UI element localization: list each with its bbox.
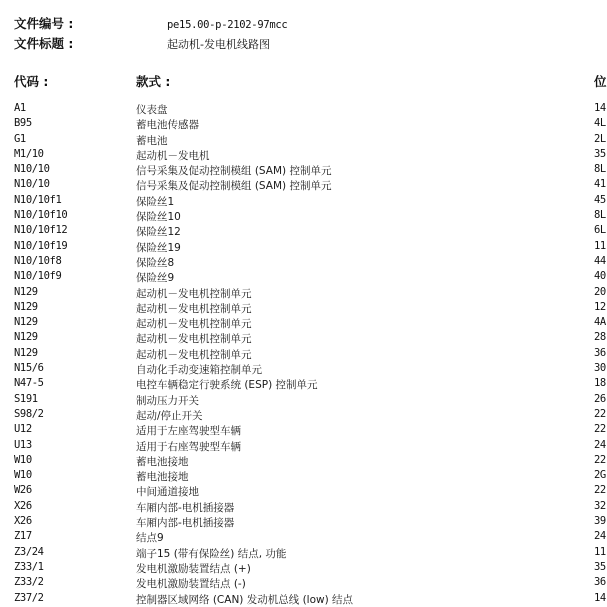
component-description: 蓄电池传感器 <box>136 119 199 132</box>
table-row <box>0 576 605 591</box>
table-row <box>0 561 605 576</box>
table-row <box>0 408 605 423</box>
table-row <box>0 163 605 178</box>
component-position: 22 <box>594 484 606 497</box>
component-description: 车厢内部-电机插接器 <box>136 501 235 514</box>
component-position: 32 <box>594 499 606 512</box>
component-description: 信号采集及促动控制模组 (SAM) 控制单元 <box>136 180 332 193</box>
component-description: 电控车辆稳定行驶系统 (ESP) 控制单元 <box>136 379 318 392</box>
table-row <box>0 469 605 484</box>
component-position: 26 <box>594 392 606 405</box>
component-description: 起动机－发电机控制单元 <box>136 318 252 331</box>
table-row <box>0 133 605 148</box>
component-code: G1 <box>14 132 26 145</box>
component-position: 4A <box>594 316 606 329</box>
component-description: 起动机－发电机 <box>136 149 210 162</box>
doc-number-row <box>14 14 287 32</box>
component-position: 24 <box>594 530 606 543</box>
component-code: N10/10 <box>14 163 50 176</box>
component-code: N10/10 <box>14 178 50 191</box>
component-code: U13 <box>14 438 32 451</box>
component-position: 2G <box>594 469 606 482</box>
component-description: 控制器区域网络 (CAN) 发动机总线 (low) 结点 <box>136 593 354 606</box>
component-description: 起动机－发电机控制单元 <box>136 287 252 300</box>
table-row <box>0 286 605 301</box>
table-row <box>0 224 605 239</box>
column-header-position: 位 <box>594 74 607 89</box>
component-description: 保险丝19 <box>136 241 181 254</box>
component-code: Z37/2 <box>14 591 44 604</box>
component-position: 18 <box>594 377 606 390</box>
component-description: 仪表盘 <box>136 104 168 116</box>
component-code: N10/10f8 <box>14 254 62 267</box>
table-row <box>0 117 605 132</box>
component-code: S191 <box>14 392 38 405</box>
table-row <box>0 423 605 438</box>
table-row <box>0 347 605 362</box>
component-code: Z17 <box>14 530 32 543</box>
component-position: 39 <box>594 515 606 528</box>
table-row <box>0 301 605 316</box>
table-row <box>0 194 605 209</box>
component-position: 44 <box>594 254 606 267</box>
component-description: 发电机激励装置结点 (+) <box>136 562 251 575</box>
doc-title-row <box>14 34 270 52</box>
component-description: 保险丝9 <box>136 272 175 285</box>
component-code: W10 <box>14 453 32 466</box>
doc-number-label: 文件编号 : <box>14 16 74 31</box>
table-row <box>0 240 605 255</box>
component-position: 2L <box>594 132 606 145</box>
table-row <box>0 178 605 193</box>
component-description: 结点9 <box>136 532 164 545</box>
component-description: 发电机激励装置结点 (-) <box>136 578 246 591</box>
component-code: N10/10f9 <box>14 270 62 283</box>
component-code: N129 <box>14 346 38 359</box>
component-code: N47-5 <box>14 377 44 390</box>
component-position: 45 <box>594 193 606 206</box>
doc-title-label: 文件标题 : <box>14 36 74 51</box>
component-position: 11 <box>594 239 606 252</box>
table-row <box>0 500 605 515</box>
component-code: N15/6 <box>14 362 44 375</box>
table-row <box>0 592 605 607</box>
component-description: 保险丝10 <box>136 211 181 224</box>
table-row <box>0 439 605 454</box>
component-code: S98/2 <box>14 407 44 420</box>
component-code: N10/10f1 <box>14 193 62 206</box>
component-code: N129 <box>14 331 38 344</box>
table-row <box>0 209 605 224</box>
component-position: 28 <box>594 331 606 344</box>
component-description: 车厢内部-电机插接器 <box>136 517 235 530</box>
component-code: M1/10 <box>14 147 44 160</box>
component-position: 22 <box>594 407 606 420</box>
component-description: 适用于左座驾驶型车辆 <box>136 425 241 438</box>
component-description: 起动/停止开关 <box>136 409 203 422</box>
component-position: 22 <box>594 423 606 436</box>
component-position: 30 <box>594 362 606 375</box>
column-header-description: 款式 : <box>136 74 171 89</box>
component-code: N10/10f19 <box>14 239 68 252</box>
table-row <box>0 316 605 331</box>
component-code: N10/10f10 <box>14 209 68 222</box>
component-position: 12 <box>594 300 606 313</box>
component-description: 适用于右座驾驶型车辆 <box>136 440 241 453</box>
component-position: 8L <box>594 209 606 222</box>
component-code: Z3/24 <box>14 545 44 558</box>
table-row <box>0 454 605 469</box>
component-code: W10 <box>14 469 32 482</box>
component-description: 制动压力开关 <box>136 394 199 407</box>
component-position: 20 <box>594 285 606 298</box>
table-row <box>0 148 605 163</box>
component-position: 8L <box>594 163 606 176</box>
table-row <box>0 255 605 270</box>
table-row <box>0 102 605 117</box>
component-position: 11 <box>594 545 606 558</box>
component-description: 保险丝12 <box>136 226 181 239</box>
component-code: N129 <box>14 300 38 313</box>
component-description: 蓄电池接地 <box>136 455 189 468</box>
table-row <box>0 484 605 499</box>
component-code: U12 <box>14 423 32 436</box>
component-description: 蓄电池接地 <box>136 471 189 484</box>
component-code: X26 <box>14 499 32 512</box>
component-description: 起动机－发电机控制单元 <box>136 348 252 361</box>
component-description: 端子15 (带有保险丝) 结点, 功能 <box>136 547 287 560</box>
component-code: N129 <box>14 285 38 298</box>
component-position: 24 <box>594 438 606 451</box>
component-description: 保险丝1 <box>136 195 175 208</box>
column-header-code: 代码 : <box>14 74 49 89</box>
component-description: 起动机－发电机控制单元 <box>136 333 252 346</box>
component-position: 35 <box>594 147 606 160</box>
doc-number-value: pe15.00-p-2102-97mcc <box>167 19 288 31</box>
table-row <box>0 546 605 561</box>
table-row <box>0 362 605 377</box>
component-description: 信号采集及促动控制模组 (SAM) 控制单元 <box>136 165 332 178</box>
doc-title-value: 起动机-发电机线路图 <box>167 38 270 51</box>
component-code: Z33/2 <box>14 576 44 589</box>
table-row <box>0 270 605 285</box>
table-row <box>0 515 605 530</box>
component-code: N129 <box>14 316 38 329</box>
component-code: X26 <box>14 515 32 528</box>
component-code: N10/10f12 <box>14 224 68 237</box>
component-description: 中间通道接地 <box>136 486 199 499</box>
component-position: 35 <box>594 560 606 573</box>
component-list <box>0 102 605 607</box>
component-description: 自动化手动变速箱控制单元 <box>136 364 262 377</box>
component-code: W26 <box>14 484 32 497</box>
component-position: 22 <box>594 453 606 466</box>
component-position: 14 <box>594 591 606 604</box>
component-position: 36 <box>594 346 606 359</box>
component-position: 4L <box>594 117 606 130</box>
component-description: 蓄电池 <box>136 134 168 147</box>
component-position: 14 <box>594 102 606 114</box>
component-position: 6L <box>594 224 606 237</box>
component-description: 起动机－发电机控制单元 <box>136 302 252 315</box>
component-position: 36 <box>594 576 606 589</box>
component-code: B95 <box>14 117 32 130</box>
table-row <box>0 331 605 346</box>
component-description: 保险丝8 <box>136 256 175 269</box>
table-row <box>0 393 605 408</box>
table-row <box>0 377 605 392</box>
component-code: A1 <box>14 102 26 114</box>
component-position: 41 <box>594 178 606 191</box>
component-code: Z33/1 <box>14 560 44 573</box>
component-position: 40 <box>594 270 606 283</box>
table-row <box>0 530 605 545</box>
